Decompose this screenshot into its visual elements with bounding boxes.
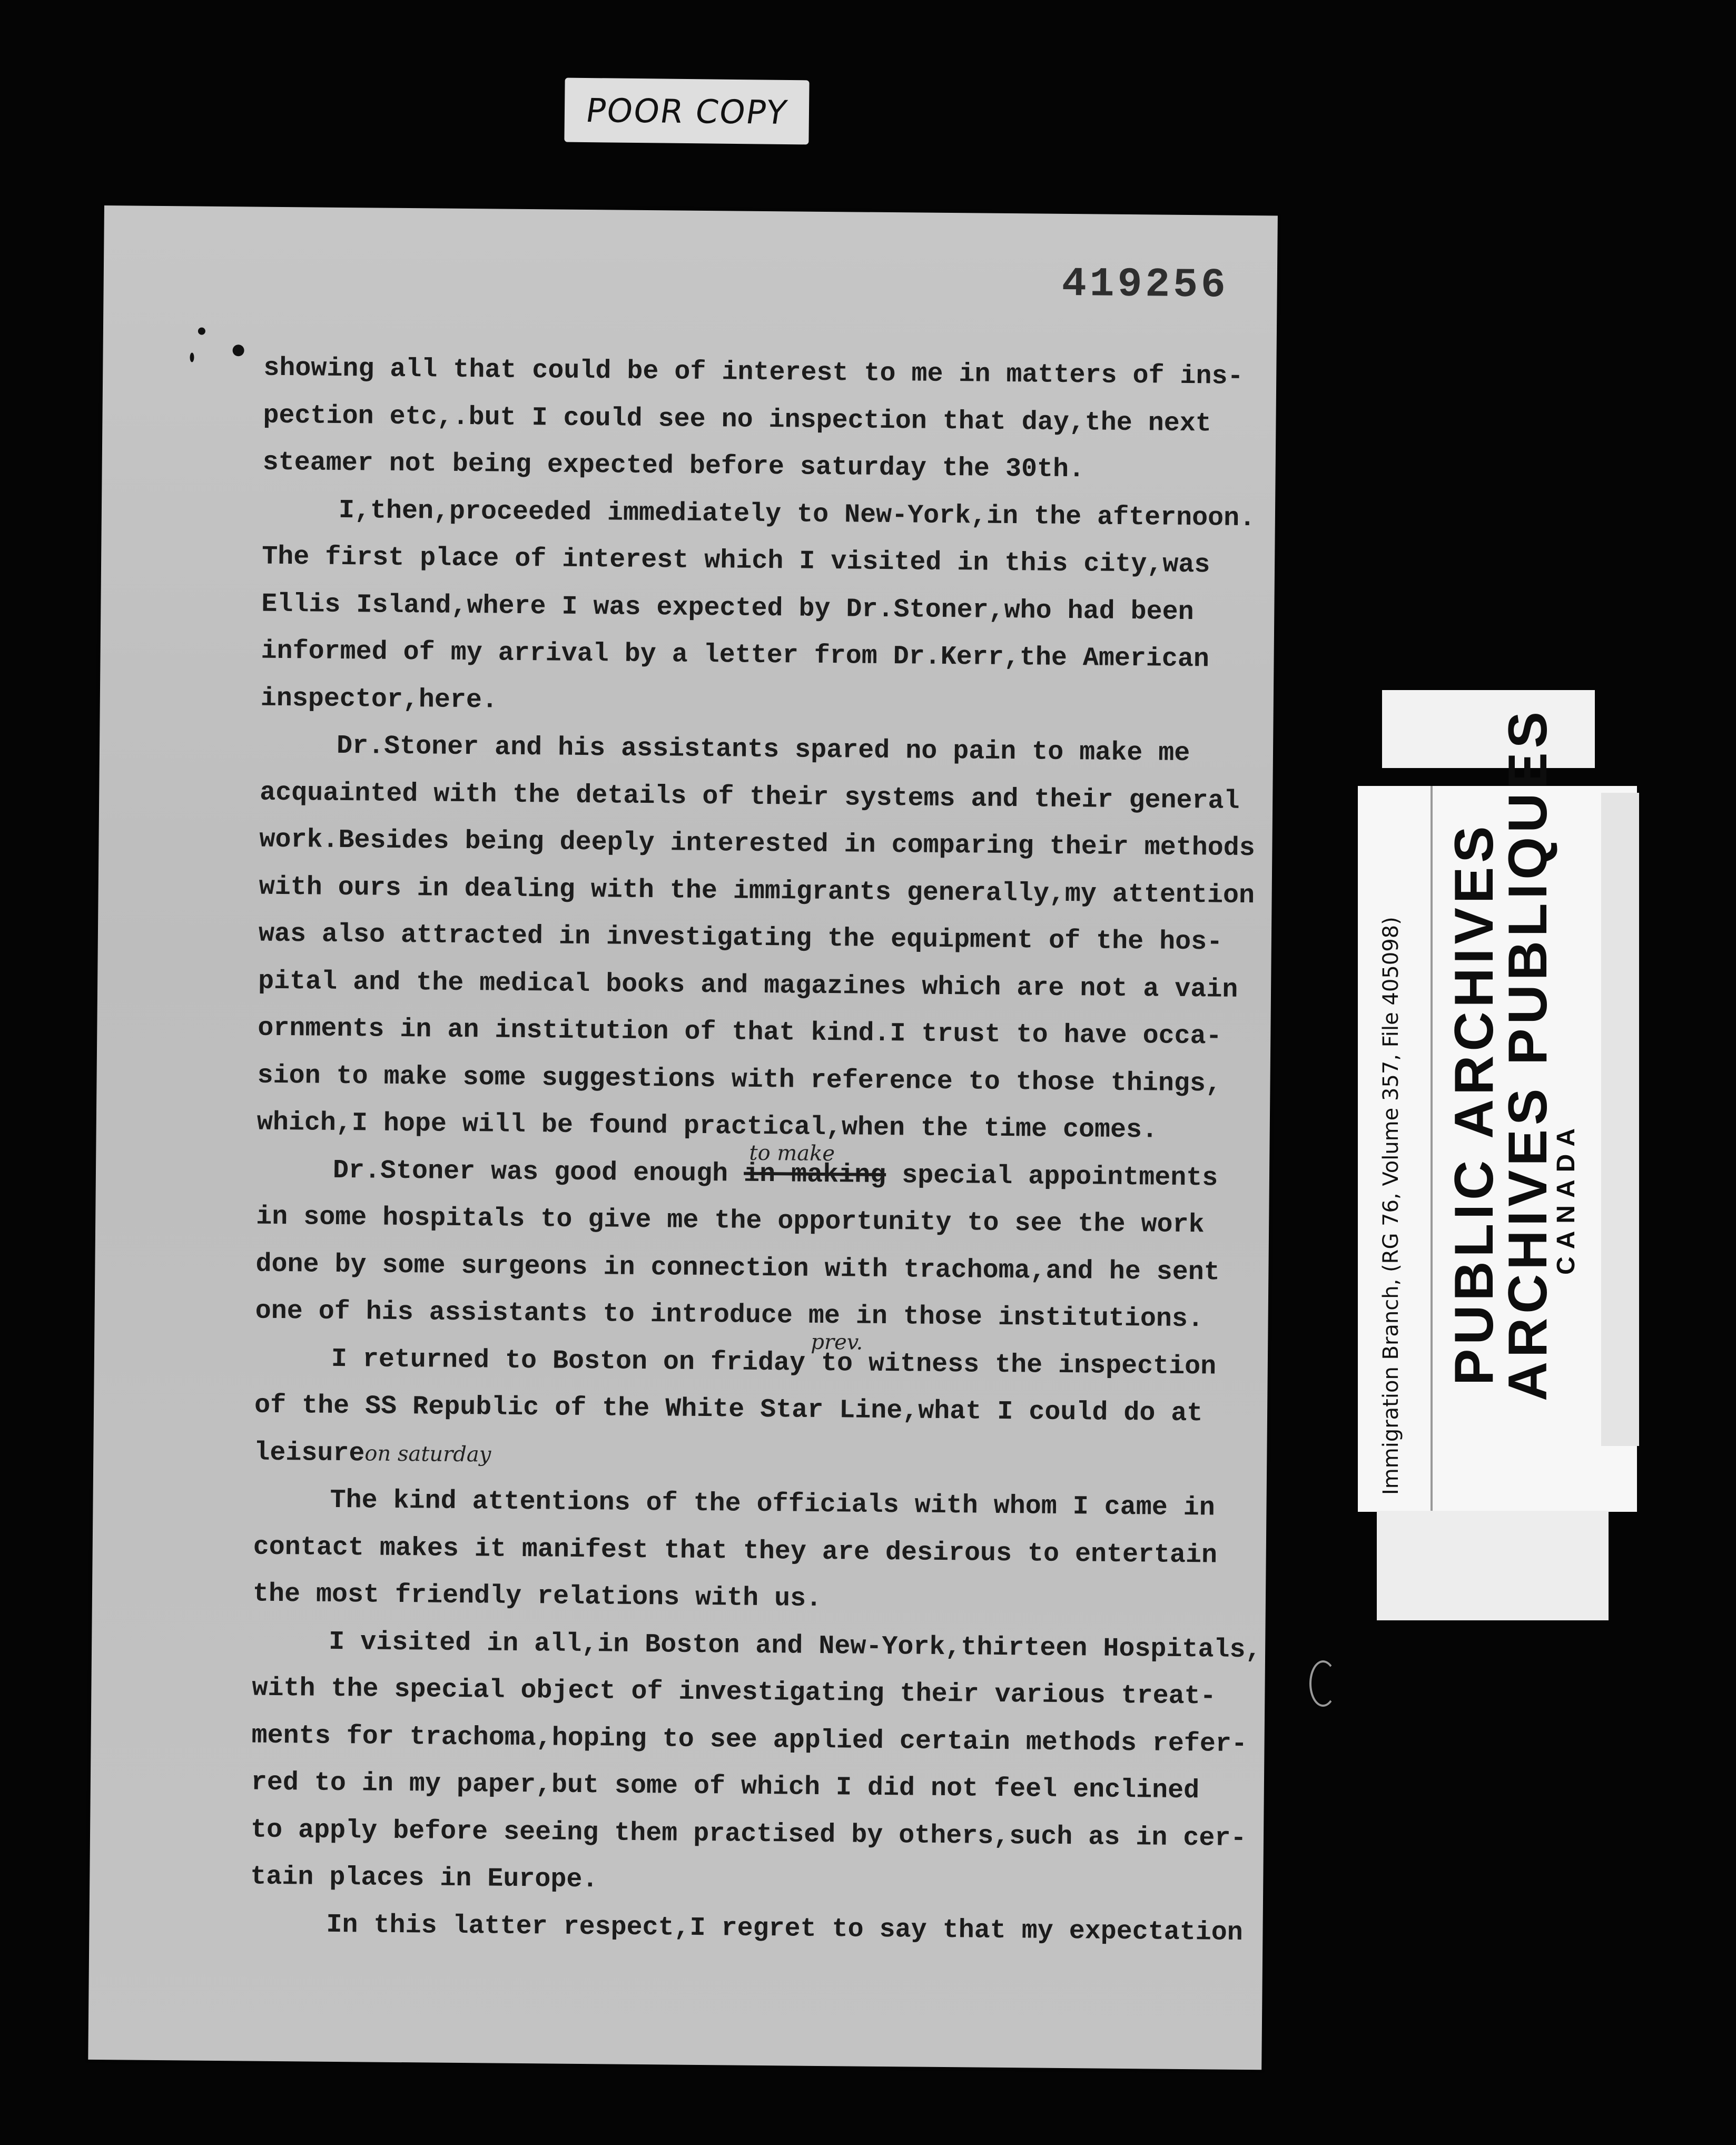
text-line: inspector,here.	[260, 683, 498, 716]
ink-speck	[233, 345, 244, 356]
margin-mark	[1309, 1660, 1337, 1707]
text-line: work.Besides being deeply interested in comparing their methods	[259, 824, 1255, 864]
typed-letter-page	[88, 205, 1278, 2070]
text-line: with ours in dealing with the immigrants generally,my attention	[259, 872, 1255, 911]
text-line: one of his assistants to introduce me in those institutions.	[255, 1296, 1204, 1335]
handwritten-insertion: to make	[749, 1140, 835, 1166]
archive-stamp-edge	[1601, 793, 1639, 1446]
text-line: ments for trachoma,hoping to see applied certain methods refer-	[251, 1720, 1248, 1759]
page-number: 419256	[1061, 261, 1229, 309]
text-line: Dr.Stoner was good enough to make in making special appointments	[257, 1146, 1258, 1202]
text-line: I,then,proceeded immediately to New-York,in the afternoon.	[338, 495, 1256, 534]
letter-body	[250, 345, 1264, 1956]
text-line: which,I hope will be found practical,when the time comes.	[257, 1107, 1158, 1146]
text-line: leisureon saturday	[254, 1438, 491, 1469]
text-line: Dr.Stoner and his assistants spared no pain to make me	[336, 731, 1190, 769]
text-line: contact makes it manifest that they are desirous to entertain	[253, 1532, 1218, 1571]
poor-copy-label: POOR COPY	[583, 91, 791, 132]
text-line: the most friendly relations with us.	[252, 1579, 822, 1614]
text-line: steamer not being expected before saturday the 30th.	[262, 447, 1085, 485]
struck-text: in making	[743, 1159, 886, 1190]
archive-stamp-bottom-card	[1377, 1511, 1609, 1620]
archive-stamp-top-card	[1382, 690, 1595, 768]
ink-speck	[190, 352, 194, 362]
text-line: showing all that could be of interest to me in matters of ins-	[263, 353, 1244, 392]
text-line: I returned to Boston on friday prev. to witness the inspection	[255, 1335, 1256, 1391]
handwritten-note: on saturday	[364, 1441, 491, 1467]
insertion-edit	[743, 1140, 886, 1190]
text-line: tain places in Europe.	[250, 1862, 598, 1895]
archive-stamp-divider	[1431, 786, 1433, 1512]
text-line: In this latter respect,I regret to say that my expectation	[326, 1910, 1244, 1948]
text-line: with the special object of investigating their various treat-	[252, 1673, 1216, 1712]
text-line: The first place of interest which I visited in this city,was	[261, 542, 1210, 580]
text-line: of the SS Republic of the White Star Line,what I could do at	[254, 1390, 1203, 1429]
text-line: was also attracted in investigating the equipment of the hos-	[258, 919, 1223, 958]
text-line: to apply before seeing them practised by others,such as in cer-	[250, 1815, 1247, 1854]
text-line: pection etc,.but I could see no inspection that day,the next	[263, 400, 1212, 439]
text-line: Ellis Island,where I was expected by Dr.Stoner,who had been	[261, 589, 1194, 627]
handwritten-insertion: prev.	[811, 1330, 863, 1355]
text-line: sion to make some suggestions with reference to those things,	[257, 1060, 1222, 1099]
text-line: ornments in an institution of that kind.I trust to have occa-	[258, 1013, 1222, 1052]
archive-stamp-line-2: ARCHIVES PUBLIQUES	[1497, 707, 1559, 1401]
text-line: in some hospitals to give me the opportunity to see the work	[256, 1202, 1205, 1241]
archive-stamp-country: CANADA	[1552, 1121, 1580, 1275]
archive-citation: Immigration Branch, (RG 76, Volume 357, File 405098)	[1379, 917, 1403, 1495]
text-line: done by some surgeons in connection with trachoma,and he sent	[255, 1249, 1220, 1288]
text-line: informed of my arrival by a letter from Dr.Kerr,the American	[261, 636, 1210, 675]
text-line: The kind attentions of the officials with whom I came in	[330, 1485, 1216, 1523]
text-line: pital and the medical books and magazines which are not a vain	[258, 966, 1238, 1005]
text-line: acquainted with the details of their systems and their general	[260, 778, 1240, 816]
ink-speck	[198, 328, 205, 335]
archive-stamp-line-1: PUBLIC ARCHIVES	[1444, 822, 1505, 1385]
poor-copy-slip	[564, 78, 809, 145]
text-line: red to in my paper,but some of which I did not feel enclined	[251, 1767, 1200, 1806]
text-line: I visited in all,in Boston and New-York,thirteen Hospitals,	[328, 1627, 1261, 1665]
